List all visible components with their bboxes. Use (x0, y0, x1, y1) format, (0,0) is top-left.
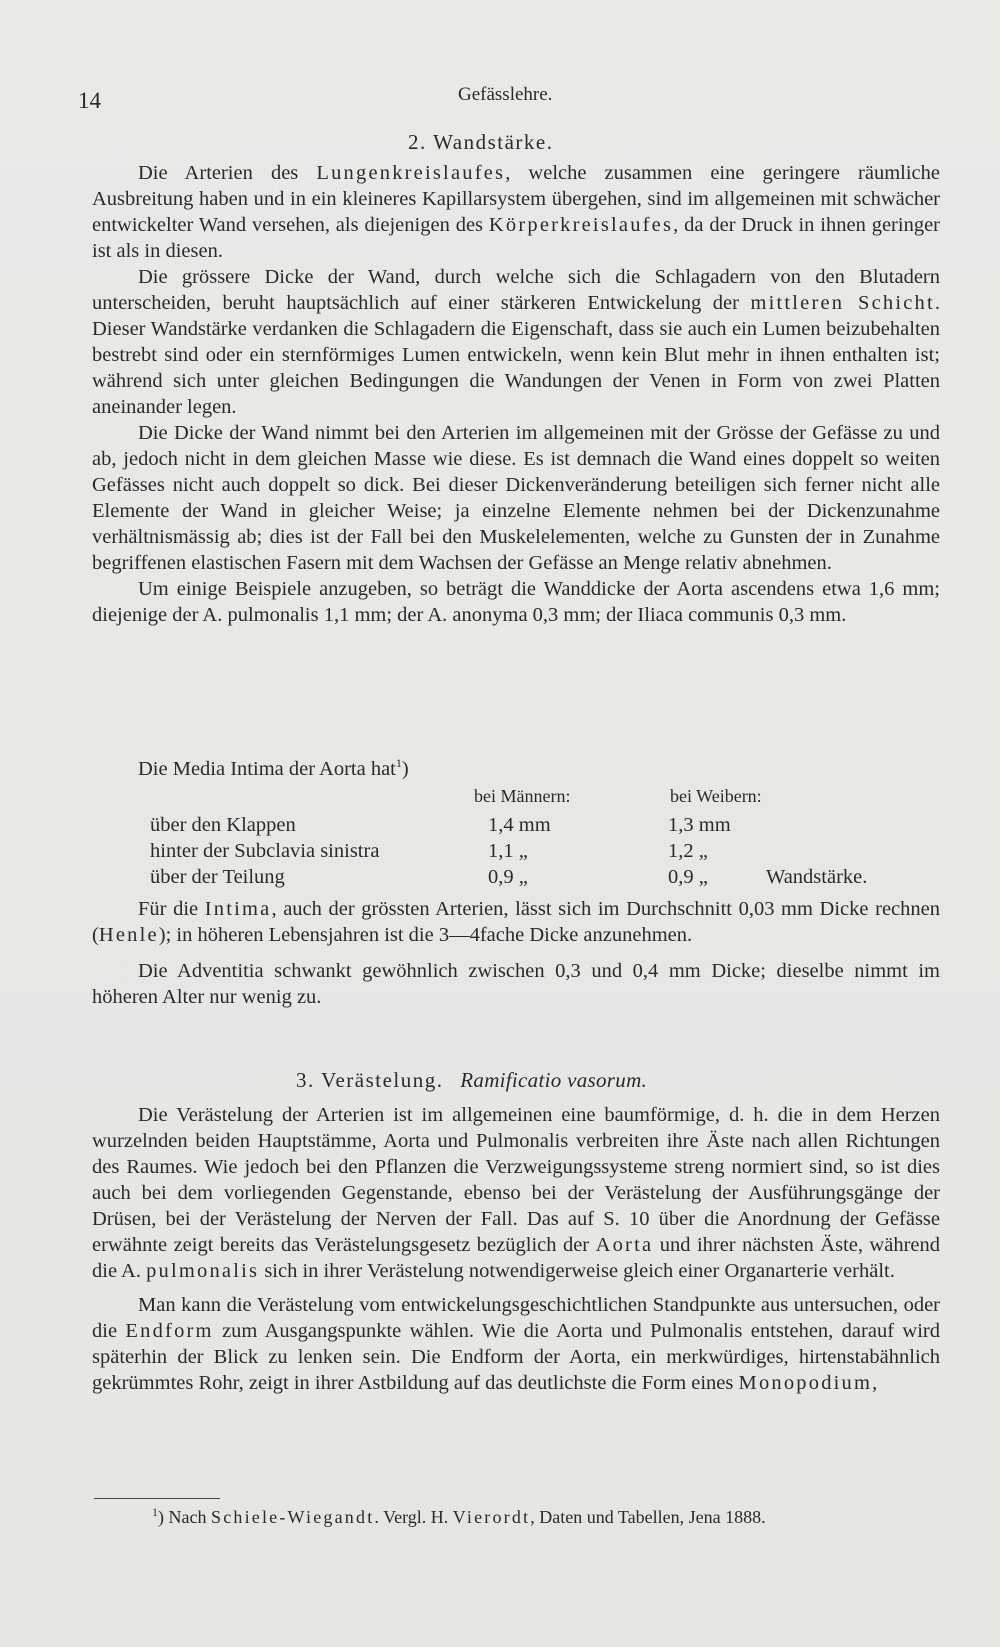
paragraph: Um einige Beispiele anzugeben, so beträgt die Wanddicke der Aorta ascendens etwa 1,6 mm; diejenige der A. pulmonalis 1,1 mm; der A. anonyma 0,3 mm; der Iliaca communis 0,3 mm. (92, 578, 940, 626)
running-title: Gefässlehre. (458, 84, 553, 105)
row-label: über der Teilung (150, 866, 285, 888)
value-men: 1,4 mm (488, 814, 551, 836)
emphasis: Lungenkreislaufes (316, 162, 506, 184)
table-row (150, 866, 940, 892)
paragraph: Die Verästelung der Arterien ist im allgemeinen eine baumförmige, d. h. die in dem Herzen wurzelnden beiden Hauptstämme, Aorta und Pulmonalis verbreiten ihre Äste nach allen Richtungen des Raumes. Wie jedoch bei den Pflanzen die Verzweigungssysteme streng normiert sind, so ist dies auch bei dem vorliegenden Gegenstande, ebenso bei der Verästelung der Ausführungsgänge der Drüsen, bei der Verästelung der Nerven der Fall. Das auf S. 10 über die Anordnung der Gefässe erwähnte zeigt bereits das Verästelungsgesetz bezüglich der Aorta und ihrer nächsten Äste, während die A. pulmonalis sich in ihrer Verästelung notwendigerweise gleich einer Organarterie verhält. (92, 1104, 941, 1282)
emphasis: Intima (204, 898, 272, 920)
table-row (150, 814, 940, 840)
emphasis: Aorta (595, 1234, 654, 1256)
paragraph: Die Arterien des Lungenkreislaufes, welche zusammen eine geringere räumliche Ausbreitung haben und in ein kleineres Kapillarsystem übergehen, sind im allgemeinen mit schwächer entwickelter Wand versehen, als diejenigen des Körperkreislaufes, da der Druck in ihnen geringer ist als in diesen. (92, 162, 941, 262)
value-men: 0,9 „ (488, 866, 528, 888)
section-wandstaerke-body (92, 160, 940, 628)
row-note: Wandstärke. (766, 866, 868, 888)
value-men: 1,1 „ (488, 840, 528, 862)
page-number: 14 (78, 88, 101, 113)
emphasis: Schiele-Wiegandt (210, 1507, 375, 1527)
section-wandstaerke-body-continued (92, 896, 940, 1010)
column-header-men: bei Männern: (474, 786, 571, 806)
footnote-marker: 1 (152, 1505, 158, 1519)
row-label: hinter der Subclavia sinistra (150, 840, 380, 862)
page-header (78, 84, 932, 118)
emphasis: Endform (125, 1320, 214, 1342)
paragraph: Die grössere Dicke der Wand, durch welche sich die Schlagadern von den Blutadern unterscheiden, beruht hauptsächlich auf einer stärkeren Entwickelung der mittleren Schicht. Dieser Wandstärke verdanken die Schlagadern die Eigenschaft, dass sie auch ein Lumen beizubehalten bestrebt sind oder ein sternförmiges Lumen entwickeln, wenn kein Blut mehr in ihnen enthalten ist; während sich unter gleichen Bedingungen die Wandungen der Venen in Form von zwei Platten aneinander legen. (92, 266, 940, 418)
section-title-wandstaerke: 2. Wandstärke. (408, 130, 554, 154)
paragraph: Für die Intima, auch der grössten Arterien, lässt sich im Durchschnitt 0,03 mm Dicke rechnen (Henle); in höheren Lebensjahren ist die 3—4fache Dicke anzunehmen. (92, 898, 940, 946)
latin-title: Ramificatio vasorum. (460, 1068, 648, 1092)
emphasis: Henle (98, 924, 159, 946)
emphasis: mittleren Schicht (750, 292, 935, 314)
emphasis: Körperkreislaufes (488, 214, 674, 236)
paragraph: Man kann die Verästelung vom entwickelungsgeschichtlichen Standpunkte aus untersuchen, oder die Endform zum Ausgangspunkte wählen. Wie die Aorta und Pulmonalis entstehen, darauf wird späterhin der Blick zu lenken sein. Die Endform der Aorta, ein merkwürdiges, hirtenstabähnlich gekrümmtes Rohr, zeigt in ihrer Astbildung auf das deutlichste die Form eines Monopodium, (92, 1294, 940, 1394)
paragraph: Die Adventitia schwankt gewöhnlich zwischen 0,3 und 0,4 mm Dicke; dieselbe nimmt im höheren Alter nur wenig zu. (92, 960, 940, 1008)
value-women: 1,2 „ (668, 840, 708, 862)
footnote: $^1$) Nach Schiele-Wiegandt. Vergl. H. Vierordt, Daten und Tabellen, Jena 1888. (152, 1505, 766, 1527)
row-label: über den Klappen (150, 814, 296, 836)
footnote-ref: 1 (395, 756, 402, 771)
emphasis: Monopodium (738, 1372, 873, 1394)
table-intro: Die Media Intima der Aorta hat$^1$) (138, 756, 409, 780)
emphasis: Vierordt (452, 1507, 531, 1527)
section-verastelung-body (92, 1102, 940, 1396)
table-header-row (150, 786, 940, 812)
table-row (150, 840, 940, 866)
column-header-women: bei Weibern: (670, 786, 762, 806)
paragraph: Die Dicke der Wand nimmt bei den Arterien im allgemeinen mit der Grösse der Gefässe zu und ab, jedoch nicht in dem gleichen Masse wie diese. Es ist demnach die Wand eines doppelt so weiten Gefässes nicht auch doppelt so dick. Bei dieser Dickenveränderung beteiligen sich ferner nicht alle Elemente der Wand in gleicher Weise; ja einzelne Elemente nehmen bei der Dickenzunahme verhältnismässig ab; dies ist der Fall bei den Muskelelementen, welche zu Gunsten der in Zunahme begriffenen elastischen Fasern mit dem Wachsen der Gefässe an Menge relativ abnehmen. (92, 422, 940, 574)
section-title-verastelung: 3. Verästelung. Ramificatio vasorum. (296, 1068, 648, 1092)
footnote-divider (94, 1498, 220, 1499)
value-women: 0,9 „ (668, 866, 708, 888)
value-women: 1,3 mm (668, 814, 731, 836)
emphasis: pulmonalis (146, 1260, 260, 1282)
